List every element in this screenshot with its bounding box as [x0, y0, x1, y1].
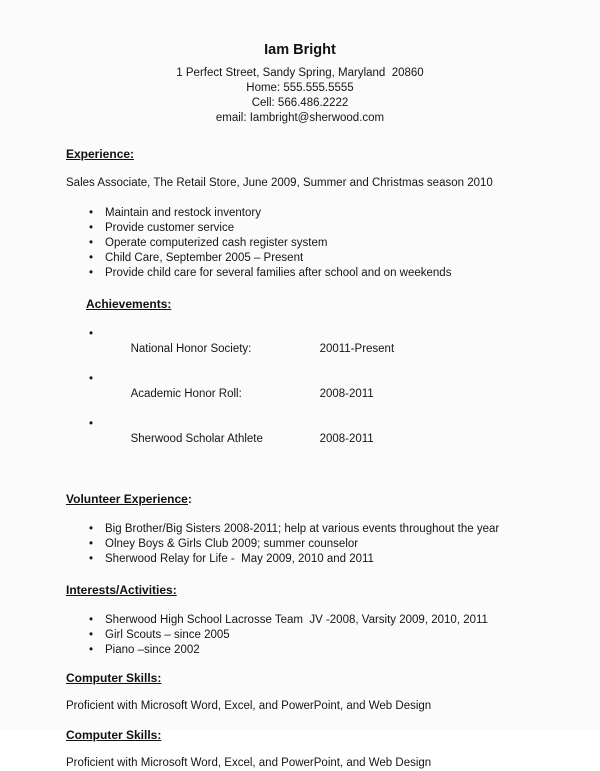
list-item: • Olney Boys & Girls Club 2009; summer counselor — [87, 537, 600, 552]
list-item: • Sherwood Relay for Life - May 2009, 2010 and 2011 — [87, 552, 600, 567]
list-item: • Maintain and restock inventory — [87, 206, 600, 221]
achievement-dates: 2008-2011 — [319, 388, 374, 400]
experience-bullet-list — [0, 206, 600, 281]
person-name: Iam Bright — [264, 42, 336, 58]
list-item: • Provide customer service — [87, 221, 600, 236]
list-item: • Piano –since 2002 — [87, 643, 600, 658]
interests-heading: Interests/Activities: — [66, 583, 177, 597]
resume-header — [0, 0, 600, 126]
section-experience — [0, 147, 600, 281]
interests-bullet-list — [0, 613, 600, 658]
home-phone-line: Home: 555.555.5555 — [246, 82, 354, 94]
list-item — [87, 327, 600, 372]
achievement-label: Academic Honor Roll: — [130, 388, 242, 400]
list-item — [87, 417, 600, 462]
email-line: email: Iambright@sherwood.com — [215, 112, 385, 124]
achievement-dates: 20011-Present — [319, 343, 395, 355]
volunteer-bullet-list — [0, 522, 600, 567]
achievement-label: National Honor Society: — [130, 343, 252, 355]
volunteer-heading-text: Volunteer Experience — [66, 492, 188, 506]
volunteer-heading — [66, 492, 600, 507]
section-computer-skills-2 — [0, 728, 600, 771]
computer-skills-heading: Computer Skills: — [66, 728, 162, 742]
achievements-bullet-list — [0, 327, 600, 462]
section-interests-activities — [0, 583, 600, 658]
list-item: • Provide child care for several families after school and on weekends — [87, 266, 600, 281]
section-achievements — [0, 297, 600, 462]
cell-phone-line: Cell: 566.486.2222 — [251, 97, 349, 109]
experience-heading: Experience: — [66, 147, 135, 161]
list-item: • Child Care, September 2005 – Present — [87, 251, 600, 266]
list-item: • Big Brother/Big Sisters 2008-2011; help at various events throughout the year — [87, 522, 600, 537]
section-computer-skills-1 — [0, 671, 600, 714]
list-item: • Operate computerized cash register system — [87, 236, 600, 251]
computer-skills-heading: Computer Skills: — [66, 671, 162, 685]
achievement-dates: 2008-2011 — [319, 433, 374, 445]
list-item: • Girl Scouts – since 2005 — [87, 628, 600, 643]
achievements-heading: Achievements: — [86, 297, 172, 311]
list-item: • Sherwood High School Lacrosse Team JV -2008, Varsity 2009, 2010, 2011 — [87, 613, 600, 628]
experience-intro: Sales Associate, The Retail Store, June 2009, Summer and Christmas season 2010 — [66, 177, 493, 189]
achievement-label: Sherwood Scholar Athlete — [130, 433, 263, 445]
computer-skills-text: Proficient with Microsoft Word, Excel, and PowerPoint, and Web Design — [66, 757, 432, 769]
computer-skills-text: Proficient with Microsoft Word, Excel, and PowerPoint, and Web Design — [66, 700, 432, 712]
list-item — [87, 372, 600, 417]
address-line: 1 Perfect Street, Sandy Spring, Maryland 20860 — [176, 67, 424, 79]
volunteer-heading-colon: : — [187, 492, 192, 506]
section-volunteer-experience — [0, 492, 600, 567]
